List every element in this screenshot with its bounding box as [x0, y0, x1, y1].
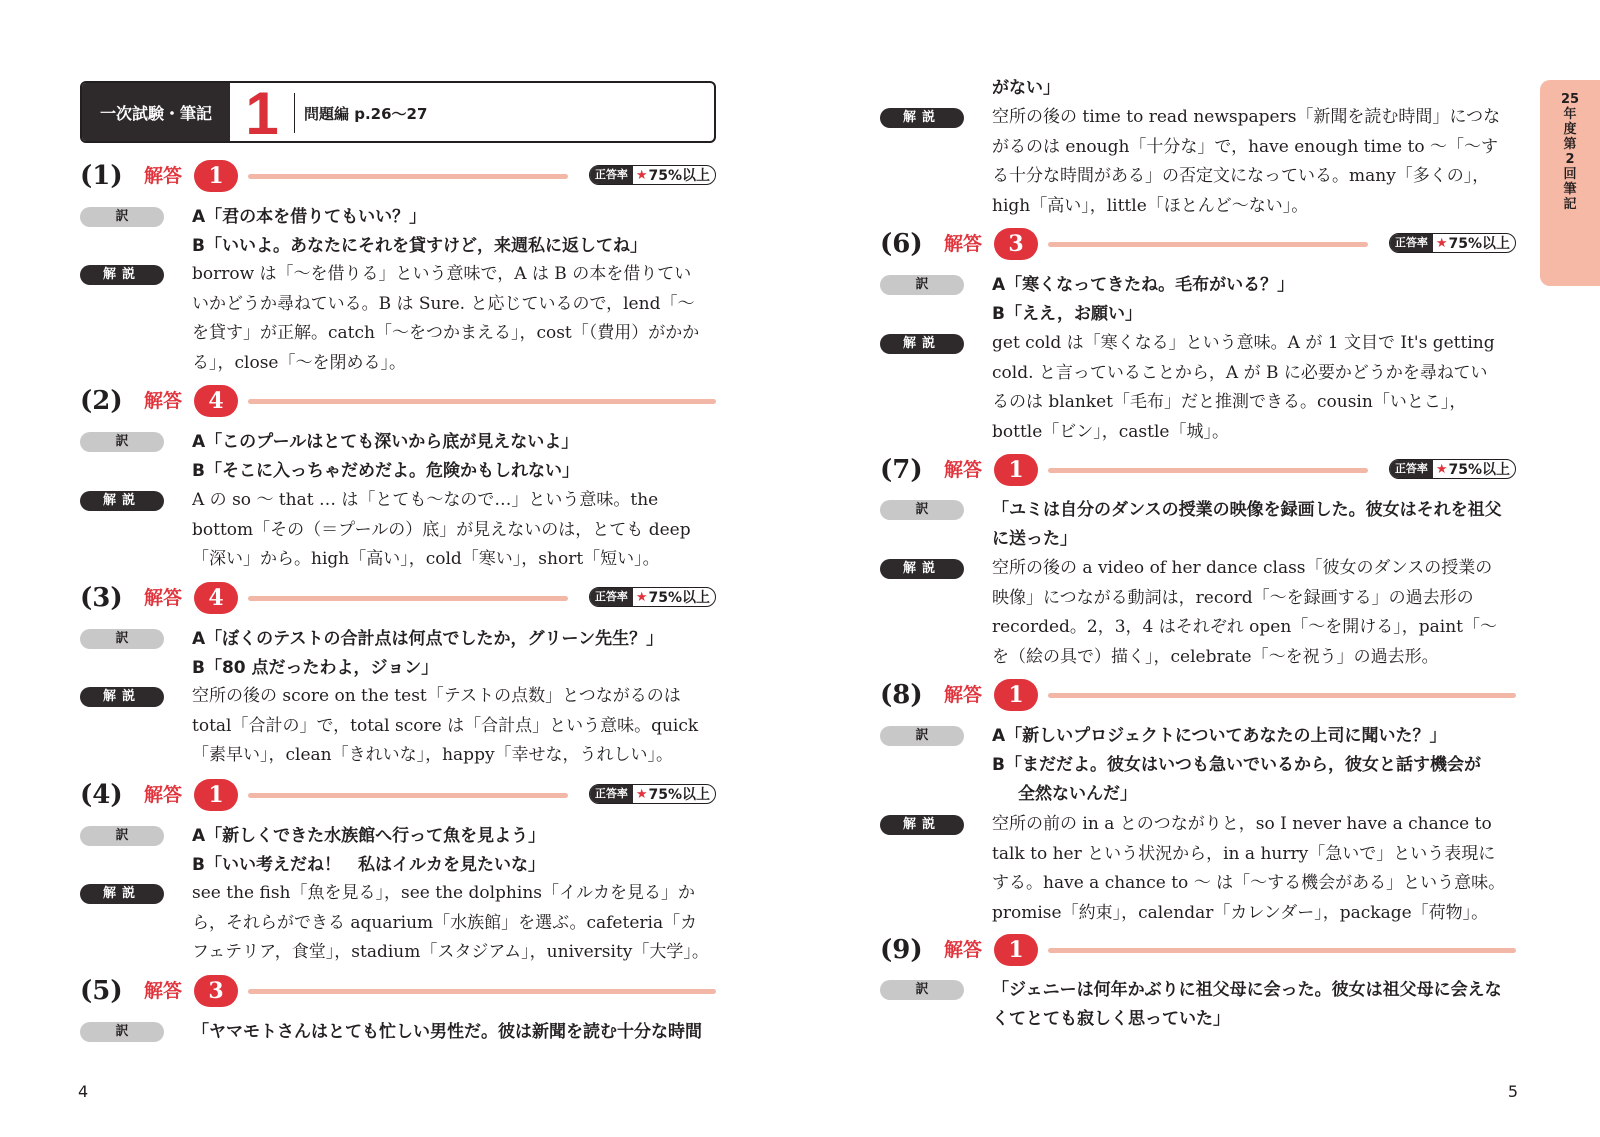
explanation-line: high「高い」，little「ほとんど〜ない」。	[992, 195, 1309, 216]
translation-line: 「ヤマモトさんはとても忙しい男性だ。彼は新聞を読む十分な時間	[192, 1022, 702, 1042]
translation-line: 「ジェニーは何年かぶりに祖父母に会った。彼女は祖父母に会えな	[992, 980, 1502, 1000]
translation-text	[192, 1018, 716, 1047]
explanation-line: recorded。2，3，4 はそれぞれ open「〜を開ける」，paint「〜	[992, 617, 1498, 637]
translation-line: くてとても寂しく思っていた」	[992, 1009, 1230, 1029]
translation-text	[192, 822, 716, 880]
translation-line: B「いい考えだね！ 私はイルカを見たいな」	[192, 855, 545, 875]
explanation-tag: 解説	[80, 265, 164, 285]
explanation-line: るのは blanket「毛布」だと推測できる。cousin「いとこ」，	[992, 392, 1467, 412]
question-number: (4)	[80, 780, 123, 810]
accuracy-label: 正答率	[590, 785, 633, 803]
star-icon: ★	[1435, 461, 1448, 477]
answer-rule	[248, 596, 568, 601]
translation-text	[192, 428, 716, 486]
answer-number: 1	[994, 454, 1038, 486]
answer-number: 1	[194, 160, 238, 192]
question-heading	[880, 452, 1516, 488]
question-heading	[880, 932, 1516, 968]
answer-number: 1	[994, 679, 1038, 711]
accuracy-badge	[589, 165, 716, 185]
star-icon: ★	[1435, 235, 1448, 251]
explanation-line: 空所の後の a video of her dance class「彼女のダンスの授業の	[992, 558, 1493, 578]
answer-rule	[1048, 948, 1516, 953]
accuracy-badge	[1389, 459, 1516, 479]
explanation-line: いかどうか尋ねている。B は Sure. と応じているので，lend「〜	[192, 293, 695, 314]
translation-line: A「ぼくのテストの合計点は何点でしたか，グリーン先生？」	[192, 629, 664, 649]
header-label: 一次試験・筆記	[82, 83, 230, 141]
answer-label: 解答	[944, 233, 983, 255]
answer-rule	[1048, 242, 1368, 247]
page-number-right: 5	[1507, 1082, 1518, 1101]
question-heading	[80, 158, 716, 194]
explanation-line: bottle「ビン」，castle「城」。	[992, 421, 1229, 442]
answer-label: 解答	[144, 980, 183, 1002]
star-icon: ★	[635, 167, 648, 183]
translation-line: に送った」	[992, 529, 1077, 549]
answer-rule	[1048, 468, 1368, 473]
question-heading	[880, 677, 1516, 713]
translation-tag: 訳	[80, 1022, 164, 1042]
explanation-line: 空所の後の time to read newspapers「新聞を読む時間」につな	[992, 107, 1501, 127]
translation-text	[192, 203, 716, 261]
question-number: (9)	[880, 935, 923, 965]
translation-line: 全然ないんだ」	[1018, 784, 1137, 804]
translation-text	[992, 74, 1516, 103]
explanation-line: る」，close「〜を閉める」。	[192, 352, 406, 373]
question-heading	[80, 580, 716, 616]
translation-line: A「新しいプロジェクトについてあなたの上司に聞いた？」	[992, 726, 1447, 746]
explanation-line: get cold は「寒くなる」という意味。A が 1 文目で It's getting	[992, 333, 1495, 353]
header-divider	[294, 93, 295, 133]
translation-tag: 訳	[880, 500, 964, 520]
accuracy-badge	[589, 587, 716, 607]
translation-tag: 訳	[880, 980, 964, 1000]
translation-text	[992, 722, 1516, 809]
answer-rule	[1048, 693, 1516, 698]
question-number: (2)	[80, 386, 123, 416]
accuracy-label: 正答率	[1390, 234, 1433, 252]
explanation-text	[992, 810, 1516, 928]
answer-label: 解答	[144, 784, 183, 806]
accuracy-label: 正答率	[590, 166, 633, 184]
explanation-line: る十分な時間がある」の否定文になっている。many「多くの」，	[992, 166, 1490, 186]
section-header	[80, 81, 716, 143]
section-number: 1	[245, 81, 279, 143]
answer-rule	[248, 793, 568, 798]
answer-number: 4	[194, 582, 238, 614]
translation-tag: 訳	[80, 629, 164, 649]
explanation-line: bottom「その（＝プールの）底」が見えないのは，とても deep	[192, 519, 691, 540]
explanation-tag: 解説	[880, 334, 964, 354]
explanation-line: cold. と言っていることから，A が B に必要かどうかを尋ねてい	[992, 362, 1488, 383]
answer-label: 解答	[944, 939, 983, 961]
explanation-line: を貸す」が正解。catch「〜をつかまえる」，cost「（費用）がかか	[192, 323, 700, 343]
question-number: (7)	[880, 455, 923, 485]
answer-number: 4	[194, 385, 238, 417]
question-heading	[80, 973, 716, 1009]
answer-label: 解答	[944, 459, 983, 481]
accuracy-badge	[1389, 233, 1516, 253]
explanation-line: borrow は「〜を借りる」という意味で，A は B の本を借りてい	[192, 264, 692, 284]
answer-number: 3	[994, 228, 1038, 260]
question-number: (1)	[80, 161, 123, 191]
explanation-tag: 解説	[80, 884, 164, 904]
explanation-line: 「深い」から。high「高い」，cold「寒い」，short「短い」。	[192, 549, 660, 569]
answer-number: 3	[194, 975, 238, 1007]
explanation-line: する。have a chance to 〜 は「〜する機会がある」という意味。	[992, 873, 1506, 893]
explanation-text	[192, 682, 716, 771]
accuracy-value: 75%以上	[648, 590, 710, 606]
translation-text	[992, 496, 1516, 554]
answer-number: 1	[194, 779, 238, 811]
question-number: (6)	[880, 229, 923, 259]
translation-line: がない」	[992, 78, 1060, 98]
translation-line: 「ユミは自分のダンスの授業の映像を録画した。彼女はそれを祖父	[992, 500, 1502, 520]
explanation-tag: 解説	[880, 815, 964, 835]
translation-line: B「そこに入っちゃだめだよ。危険かもしれない」	[192, 461, 579, 481]
accuracy-value: 75%以上	[648, 787, 710, 803]
explanation-line: total「合計の」で，total score は「合計点」という意味。quick	[192, 715, 699, 736]
translation-line: A「寒くなってきたね。毛布がいる？」	[992, 275, 1295, 295]
question-number: (3)	[80, 583, 123, 613]
explanation-tag: 解説	[880, 108, 964, 128]
translation-line: A「君の本を借りてもいい？」	[192, 207, 427, 227]
answer-label: 解答	[144, 390, 183, 412]
answer-rule	[248, 399, 716, 404]
explanation-line: ら，それらができる aquarium「水族館」を選ぶ。cafeteria「カ	[192, 912, 698, 933]
answer-label: 解答	[144, 587, 183, 609]
translation-tag: 訳	[80, 432, 164, 452]
question-heading	[80, 777, 716, 813]
translation-text	[992, 976, 1516, 1034]
explanation-text	[192, 879, 716, 968]
star-icon: ★	[635, 589, 648, 605]
answer-number: 1	[994, 934, 1038, 966]
question-heading	[80, 383, 716, 419]
explanation-line: A の so 〜 that … は「とても〜なので…」という意味。the	[192, 490, 659, 510]
accuracy-label: 正答率	[590, 588, 633, 606]
problem-reference: 問題編 p.26〜27	[304, 105, 428, 123]
page-number-left: 4	[78, 1082, 89, 1101]
accuracy-badge	[589, 784, 716, 804]
explanation-line: を（絵の具で）描く」，celebrate「〜を祝う」の過去形。	[992, 646, 1439, 667]
explanation-line: がるのは enough「十分な」で，have enough time to 〜「〜す	[992, 136, 1498, 157]
translation-line: A「新しくできた水族館へ行って魚を見よう」	[192, 826, 546, 846]
question-heading	[880, 226, 1516, 262]
answer-rule	[248, 174, 568, 179]
explanation-text	[992, 329, 1516, 447]
translation-tag: 訳	[880, 275, 964, 295]
answer-label: 解答	[944, 684, 983, 706]
accuracy-value: 75%以上	[648, 168, 710, 184]
accuracy-value: 75%以上	[1448, 236, 1510, 252]
accuracy-label: 正答率	[1390, 460, 1433, 478]
accuracy-value: 75%以上	[1448, 462, 1510, 478]
translation-text	[992, 271, 1516, 329]
explanation-line: 「素早い」，clean「きれいな」，happy「幸せな，うれしい」。	[192, 745, 674, 765]
translation-line: B「いいよ。あなたにそれを貸すけど，来週私に返してね」	[192, 236, 647, 256]
explanation-line: see the fish「魚を見る」，see the dolphins「イルカを見る」か	[192, 883, 695, 903]
translation-tag: 訳	[80, 207, 164, 227]
explanation-line: promise「約束」，calendar「カレンダー」，package「荷物」。	[992, 902, 1489, 923]
right-page	[800, 0, 1600, 1137]
explanation-tag: 解説	[80, 491, 164, 511]
answer-label: 解答	[144, 165, 183, 187]
translation-text	[192, 625, 716, 683]
translation-line: B「ええ，お願い」	[992, 304, 1142, 324]
chapter-side-tab[interactable]	[1540, 80, 1600, 286]
explanation-text	[992, 554, 1516, 672]
answer-rule	[248, 989, 716, 994]
translation-tag: 訳	[880, 726, 964, 746]
side-tab-label: 25年度第2回 筆記	[1560, 92, 1580, 212]
explanation-text	[192, 486, 716, 575]
explanation-tag: 解説	[880, 559, 964, 579]
explanation-line: talk to her という状況から，in a hurry「急いで」という表現に	[992, 843, 1496, 864]
star-icon: ★	[635, 786, 648, 802]
translation-line: A「このプールはとても深いから底が見えないよ」	[192, 432, 579, 452]
explanation-text	[192, 260, 716, 378]
translation-tag: 訳	[80, 826, 164, 846]
explanation-line: 映像」につながる動詞は，record「〜を録画する」の過去形の	[992, 587, 1474, 608]
explanation-text	[992, 103, 1516, 221]
question-number: (5)	[80, 976, 123, 1006]
translation-line: B「まだだよ。彼女はいつも急いでいるから，彼女と話す機会が	[992, 755, 1481, 775]
question-number: (8)	[880, 680, 923, 710]
translation-line: B「80 点だったわよ，ジョン」	[192, 658, 439, 678]
explanation-line: 空所の前の in a とのつながりと，so I never have a chance to	[992, 814, 1492, 834]
explanation-tag: 解説	[80, 687, 164, 707]
explanation-line: フェテリア，食堂」，stadium「スタジアム」，university「大学」。	[192, 942, 709, 962]
explanation-line: 空所の後の score on the test「テストの点数」とつながるのは	[192, 686, 681, 706]
